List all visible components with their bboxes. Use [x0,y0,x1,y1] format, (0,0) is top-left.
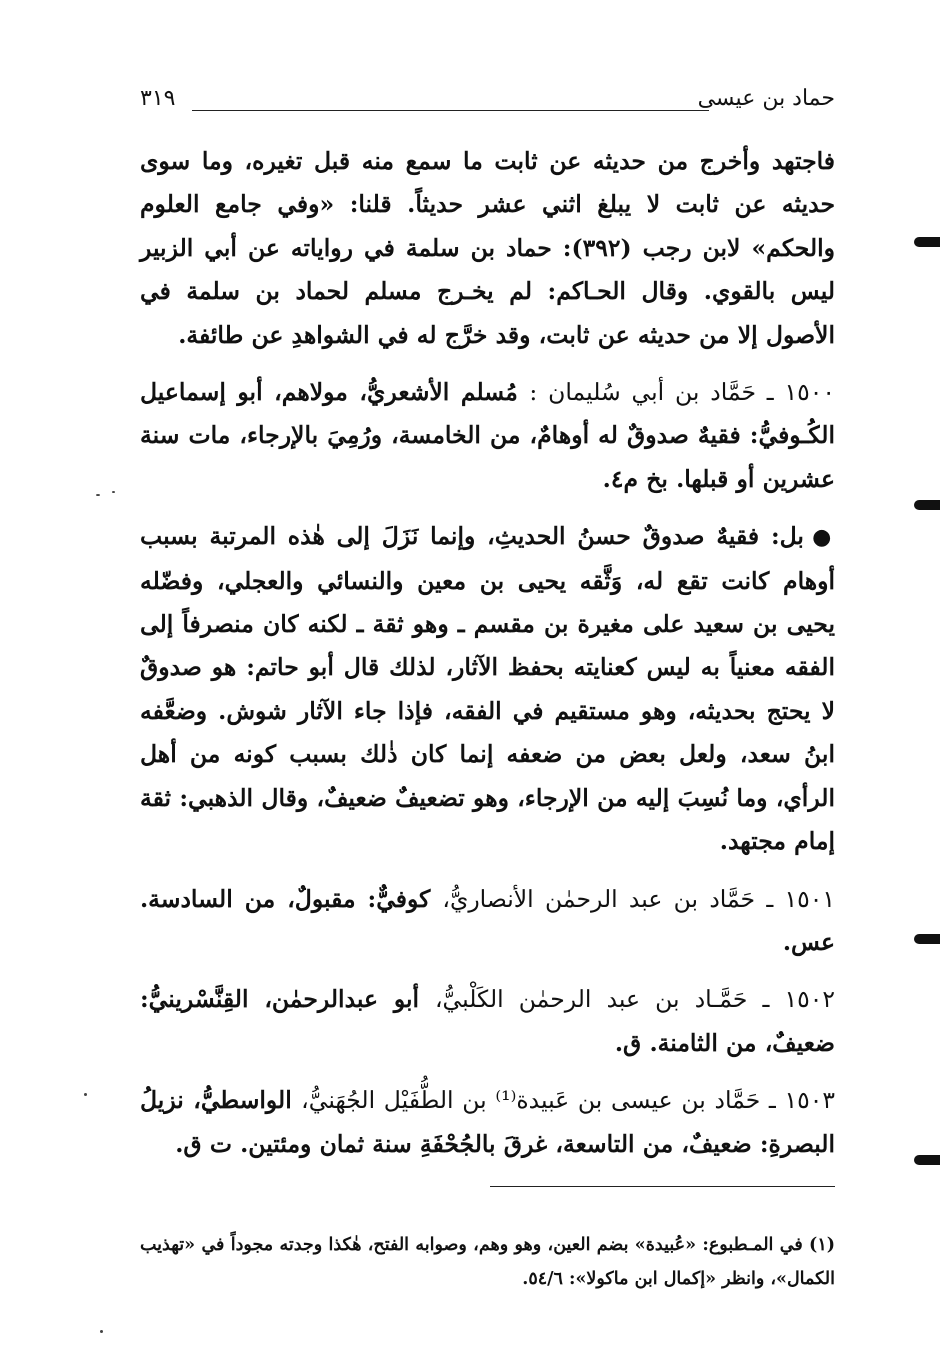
entry-1501 [140,878,835,965]
commentary-paragraph [140,515,835,863]
entry-1503-body: الواسطيُّ، نزيلُ البصرةِ: ضعيفٌ، من التاسعة، غرقَ بالجُحْفَةِ سنة ثمان ومئتين. ت ق. [140,1086,835,1158]
commentary-text: بل: فقيهٌ صدوقٌ حسنُ الحديثِ، وإنما نَزَلَ إلى هٰذه المرتبة بسبب أوهام كانت تقع له، وَثَّقه يحيى بن معين والنسائي والعجلي، وفضّله يحيى بن سعيد على مغيرة بن مقسم ـ وهو ثقة ـ لكنه كان منصرفاً إلى الفقه معنياً به ليس كعنايته بحفظ الآثار، لذلك قال أبو حاتم: هو صدوقٌ لا يحتج بحديثه، وهو مستقيم في الفقه، فإذا جاء الآثار شوش. وضعَّفه ابنُ سعد، ولعل بعض من ضعفه إنما كان ذٰلك بسبب كونه من أهل الرأي، وما نُسِبَ إليه من الإرجاء، وهو تضعيفٌ ضعيفٌ، وقال الذهبي: ثقة إمام مجتهد. [140,522,835,856]
entry-1501-body: كوفيٌّ: مقبولٌ، من السادسة. عس. [140,884,835,956]
paragraph-continuation: فاجتهد وأخرج من حديثه عن ثابت ما سمع منه قبل تغيره، وما سوى حديثه عن ثابت لا يبلغ اثني عشر حديثاً. قلنا: «وفي جامع العلوم والحكم» لابن رجب (٣٩٢): حماد بن سلمة في رواياته عن أبي الزبير ليس بالقوي. وقال الحـاكم: لم يخـرج مسلم لحماد بن سلمة في الأصول إلا من حديثه عن ثابت، وقد خرَّج له في الشواهدِ عن طائفة. [140,147,835,349]
entry-1500-heading: ١٥٠٠ ـ حَمَّاد بن أبي سُليمان : [529,378,835,407]
running-head-title: حماد بن عيسى [697,86,835,111]
main-text [140,140,835,1166]
running-head-rule [192,110,709,111]
entry-1502-heading: ١٥٠٢ ـ حَمَّـاد بن عبد الرحمٰن الكَلْبيُّ، [434,985,835,1014]
scan-speck [100,1330,103,1333]
entry-1500-body: مُسلم الأشعريُّ، مولاهم، أبو إسماعيل الكُـوفيُّ: فقيهٌ صدوقٌ له أوهامٌ، من الخامسة، ورُمِيَ بالإرجاء، مات سنة عشرين أو قبلها. بخ م٤. [140,378,835,493]
running-head [140,86,835,122]
entry-1500 [140,371,835,501]
entry-1502-body: أبو عبدالرحمٰن، القِنَّسْرينيُّ: ضعيفٌ، من الثامنة. ق. [140,985,835,1057]
scan-speck [96,494,100,496]
entry-1503-heading: ١٥٠٣ ـ حَمَّاد بن عيسى بن عَبيدة⁽¹⁾ بن الطُّفَيْل الجُهَنيُّ، [301,1086,835,1115]
entry-1501-heading: ١٥٠١ ـ حَمَّاد بن عبد الرحمٰن الأنصاريُّ، [442,884,835,913]
bullet-icon: ● [812,524,836,551]
page-edge-mark [914,500,940,510]
page-edge-mark [914,934,940,944]
entry-1503 [140,1079,835,1166]
scan-speck [84,1093,87,1096]
page-edge-mark [914,237,940,247]
scan-speck [112,491,115,493]
footnote-separator [490,1186,835,1187]
footnote: (١) في المـطبوع: «عُبيدة» بضم العين، وهو وهم، وصوابه الفتح، هٰكذا وجدته مجوداً في «تهذيب الكمال»، وانظر «إكمال ابن ماكولا»: ٥٤/٦. [140,1234,835,1289]
entry-1502 [140,978,835,1065]
page-edge-mark [914,1155,940,1165]
page-number: ٣١٩ [140,86,176,111]
